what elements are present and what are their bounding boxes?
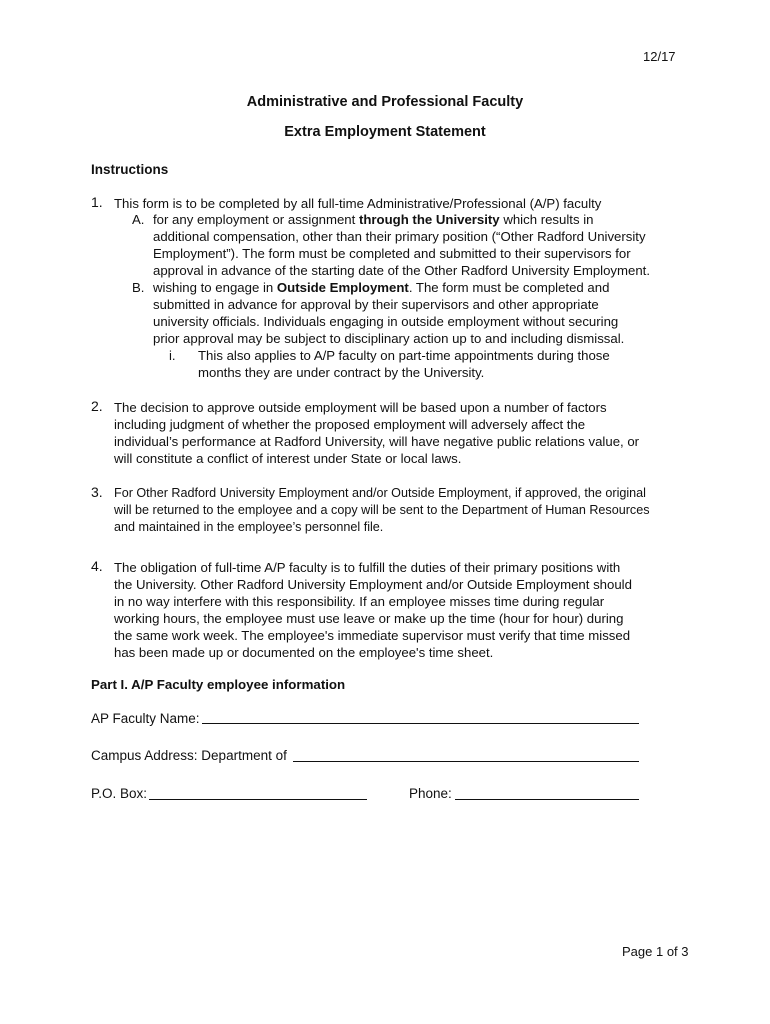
ap-faculty-name-field[interactable] bbox=[202, 723, 639, 724]
subitem-b-line: prior approval may be subject to disciplinary action up to and including dismissal. bbox=[153, 331, 625, 346]
subitem-b-line: wishing to engage in Outside Employment. The form must be completed and bbox=[153, 280, 610, 295]
campus-address-field[interactable] bbox=[293, 761, 639, 762]
instructions-heading: Instructions bbox=[91, 162, 169, 177]
subsub-marker-i: i. bbox=[169, 348, 176, 363]
phone-field[interactable] bbox=[455, 799, 639, 800]
subsub-line: months they are under contract by the University. bbox=[198, 365, 485, 380]
phone-label: Phone: bbox=[409, 786, 452, 801]
item-number: 4. bbox=[91, 558, 103, 574]
subsub-line: This also applies to A/P faculty on part-time appointments during those bbox=[198, 348, 610, 363]
form-revision-date: 12/17 bbox=[643, 49, 676, 64]
subitem-a-line: Employment”). The form must be completed and submitted to their supervisors for bbox=[153, 246, 631, 261]
emphasis-through-university: through the University bbox=[358, 212, 500, 227]
item-number: 2. bbox=[91, 398, 103, 414]
po-box-label: P.O. Box: bbox=[91, 786, 148, 801]
subitem-letter-b: B. bbox=[132, 280, 145, 295]
item-3-line: and maintained in the employee’s personnel file. bbox=[114, 520, 384, 534]
item-4-line: working hours, the employee must use leave or make up the time (hour for hour) during bbox=[114, 611, 624, 626]
ap-faculty-name-label: AP Faculty Name: bbox=[91, 711, 200, 726]
subitem-b-line: university officials. Individuals engaging in outside employment without securing bbox=[153, 314, 619, 329]
item-number: 3. bbox=[91, 484, 103, 500]
subitem-a-line: for any employment or assignment through the University which results in bbox=[153, 212, 594, 227]
document-subtitle: Extra Employment Statement bbox=[284, 124, 486, 140]
subitem-b-line: submitted in advance for approval by their supervisors and other appropriate bbox=[153, 297, 599, 312]
subitem-a-line: additional compensation, other than their primary position (“Other Radford University bbox=[153, 229, 646, 244]
item-2-line: The decision to approve outside employment will be based upon a number of factors bbox=[114, 400, 607, 415]
item-4-line: The obligation of full-time A/P faculty is to fulfill the duties of their primary positions with bbox=[114, 560, 621, 575]
item-4-line: in no way interfere with this responsibility. If an employee misses time during regular bbox=[114, 594, 605, 609]
subitem-a-line: approval in advance of the starting date of the Other Radford University Employment. bbox=[153, 263, 650, 278]
item-3-line: For Other Radford University Employment and/or Outside Employment, if approved, the original bbox=[114, 486, 646, 500]
campus-address-label: Campus Address: Department of bbox=[91, 748, 287, 763]
item-1-intro: This form is to be completed by all full-time Administrative/Professional (A/P) faculty bbox=[114, 196, 602, 211]
po-box-field[interactable] bbox=[149, 799, 367, 800]
item-2-line: individual’s performance at Radford University, will have negative public relations value, or bbox=[114, 434, 640, 449]
item-4-line: the same work week. The employee's immediate supervisor must verify that time missed bbox=[114, 628, 631, 643]
document-title: Administrative and Professional Faculty bbox=[246, 94, 524, 110]
subitem-letter-a: A. bbox=[132, 212, 145, 227]
item-2-line: will constitute a conflict of interest under State or local laws. bbox=[114, 451, 462, 466]
page-number: Page 1 of 3 bbox=[622, 944, 689, 959]
item-number: 1. bbox=[91, 194, 103, 210]
item-2-line: including judgment of whether the proposed employment will adversely affect the bbox=[114, 417, 586, 432]
part-1-heading: Part I. A/P Faculty employee information bbox=[91, 677, 346, 692]
item-4-line: the University. Other Radford University Employment and/or Outside Employment should bbox=[114, 577, 632, 592]
emphasis-outside-employment: Outside Employment bbox=[276, 280, 409, 295]
item-4-line: has been made up or documented on the employee's time sheet. bbox=[114, 645, 494, 660]
item-3-line: will be returned to the employee and a copy will be sent to the Department of Human Resources bbox=[114, 503, 650, 517]
